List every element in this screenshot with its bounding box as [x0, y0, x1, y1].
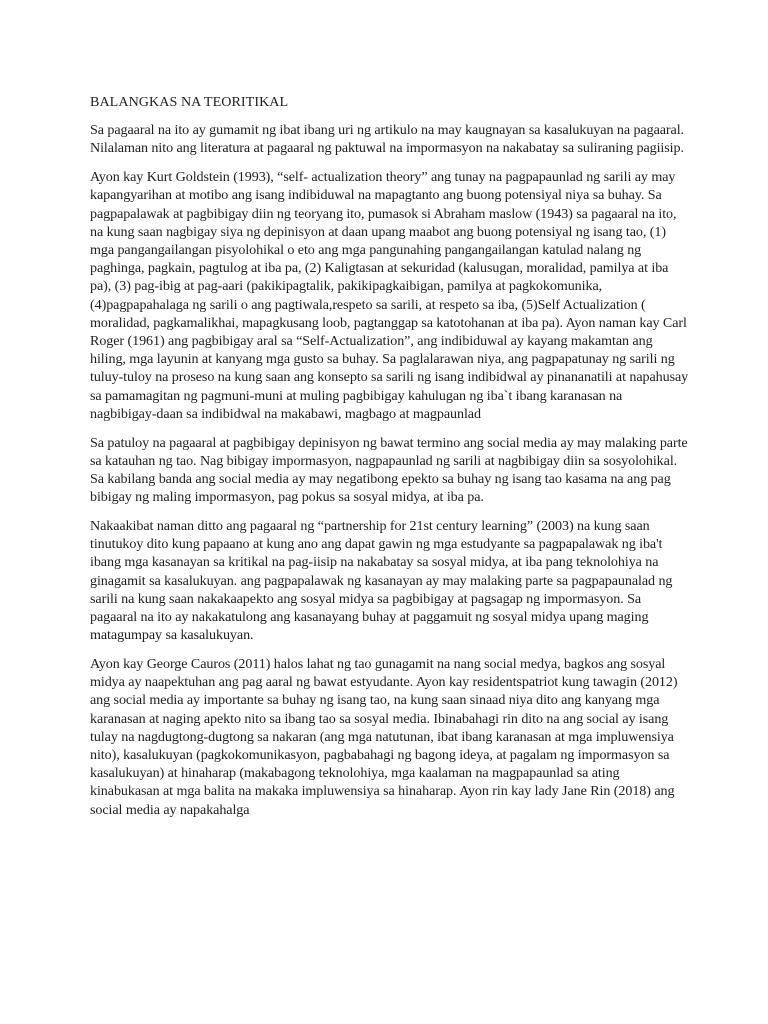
- paragraph-intro: Sa pagaaral na ito ay gumamit ng ibat ibang uri ng artikulo na may kaugnayan sa kasalukuyan na pagaaral. Nilalaman nito ang literatura at pagaaral ng paktuwal na impormasyon na nakabatay sa suliraning pagiisip.: [90, 122, 684, 157]
- paragraph-social-media: Sa patuloy na pagaaral at pagbibigay depinisyon ng bawat termino ang social media ay may malaking parte sa katauhan ng tao. Nag bibigay impormasyon, nagpapaunlad ng sarili at nagbibigay diin sa sosyolohikal. Sa kabilang banda ang social media ay may negatibong epekto sa buhay ng isang tao kasama na ang pag bibigay ng maling impormasyon, pag pokus sa sosyal midya, at iba pa.: [90, 434, 688, 506]
- paragraph-self-actualization: Ayon kay Kurt Goldstein (1993), “self- actualization theory” ang tunay na pagpapaunlad ng sarili ay may kapangyarihan at motibo ang isang indibiduwal na mapagtanto ang buong potensiyal niya sa buhay. Sa pagpapalawak at pagbibigay diin ng teoryang ito, pumasok si Abraham maslow (1943) sa pagaaral na ito, na kung saan nagbigay siya ng depinisyon at daan upang maabot ang buong potensiyal ng isang tao, (1) mga pangangailangan pisyolohikal o eto ang mga pangunahing pangangailangan katulad nalang ng paghinga, pagkain, pagtulog at iba pa, (2) Kaligtasan at sekuridad (kalusugan, moralidad, pamilya at iba pa), (3) pag-ibig at pag-aari (pakikipagtalik, pakikipagkaibigan, pamilya at pagkokomunika, (4)pagpapahalaga ng sarili o ang pagtiwala,respeto sa sarili, at respeto sa iba, (5)Self Actualization ( moralidad, pagkamalikhai, mapagkusang loob, pagtanggap sa katotohanan at iba pa). Ayon naman kay Carl Roger (1961) ang pagbibigay aral sa “Self-Actualization”, ang indibiduwal ay kayang makamtan ang hiling, mga layunin at kanyang mga gusto sa buhay. Sa paglalarawan niya, ang pagpapatunay ng sarili ng tuluy-tuloy na proseso na kung saan ang konsepto sa sarili ng isang indibidwal ay pinananatili at napahusay sa pamamagitan ng pagmuni-muni at muling pagbibigay kahulugan ng iba`t ibang karanasan na nagbibigay-daan sa indibidwal na makabawi, magbago at magpaunlad: [90, 169, 689, 422]
- document-page: [90, 93, 690, 829]
- section-heading: BALANGKAS NA TEORITIKAL: [90, 94, 289, 110]
- paragraph-george-cauros: Ayon kay George Cauros (2011) halos lahat ng tao gunagamit na nang social medya, bagkos ang sosyal midya ay naapektuhan ang pag aaral ng bawat estyudante. Ayon kay residentspatriot kung tawagin (2012) ang social media ay importante sa buhay ng isang tao, na kung saan sinaad niya dito ang kanyang mga karanasan at naging apekto nito sa ibang tao sa sosyal media. Ibinabahagi rin dito na ang social ay isang tulay na nagdugtong-dugtong sa nakaran (ang mga natutunan, ibat ibang karanasan at mga impluwensiya nito), kasalukuyan (pagkokomunikasyon, pagbabahagi ng bagong ideya, at pagalam ng impormasyon sa kasalukuyan) at hinaharap (makabagong teknolohiya, mga kaalaman na magpapaunlad sa ating kinabukasan at mga balita na makaka impluwensiya sa hinaharap. Ayon rin kay lady Jane Rin (2018) ang social media ay napakahalga: [90, 656, 678, 818]
- paragraph-21st-century-learning: Nakaakibat naman ditto ang pagaaral ng “partnership for 21st century learning” (2003) na kung saan tinutukoy dito kung papaano at kung ano ang dapat gawin ng mga estudyante sa pagpapalawak ng iba't ibang mga kasanayan sa kritikal na pag-iisip na nakabatay sa sosyal midya, at iba pang teknolohiya na ginagamit sa kasalukuyan. ang pagpapalawak ng kasanayan ay may malaking parte sa pagpapaunalad ng sarili na kung saan nakakaapekto ang sosyal midya sa pagbibigay at pagsagap ng impormasyon. Sa pagaaral na ito ay nakakatulong ang kasanayang buhay at paggamuit ng sosyal midya upang maging matagumpay sa kasalukuyan.: [90, 518, 673, 644]
